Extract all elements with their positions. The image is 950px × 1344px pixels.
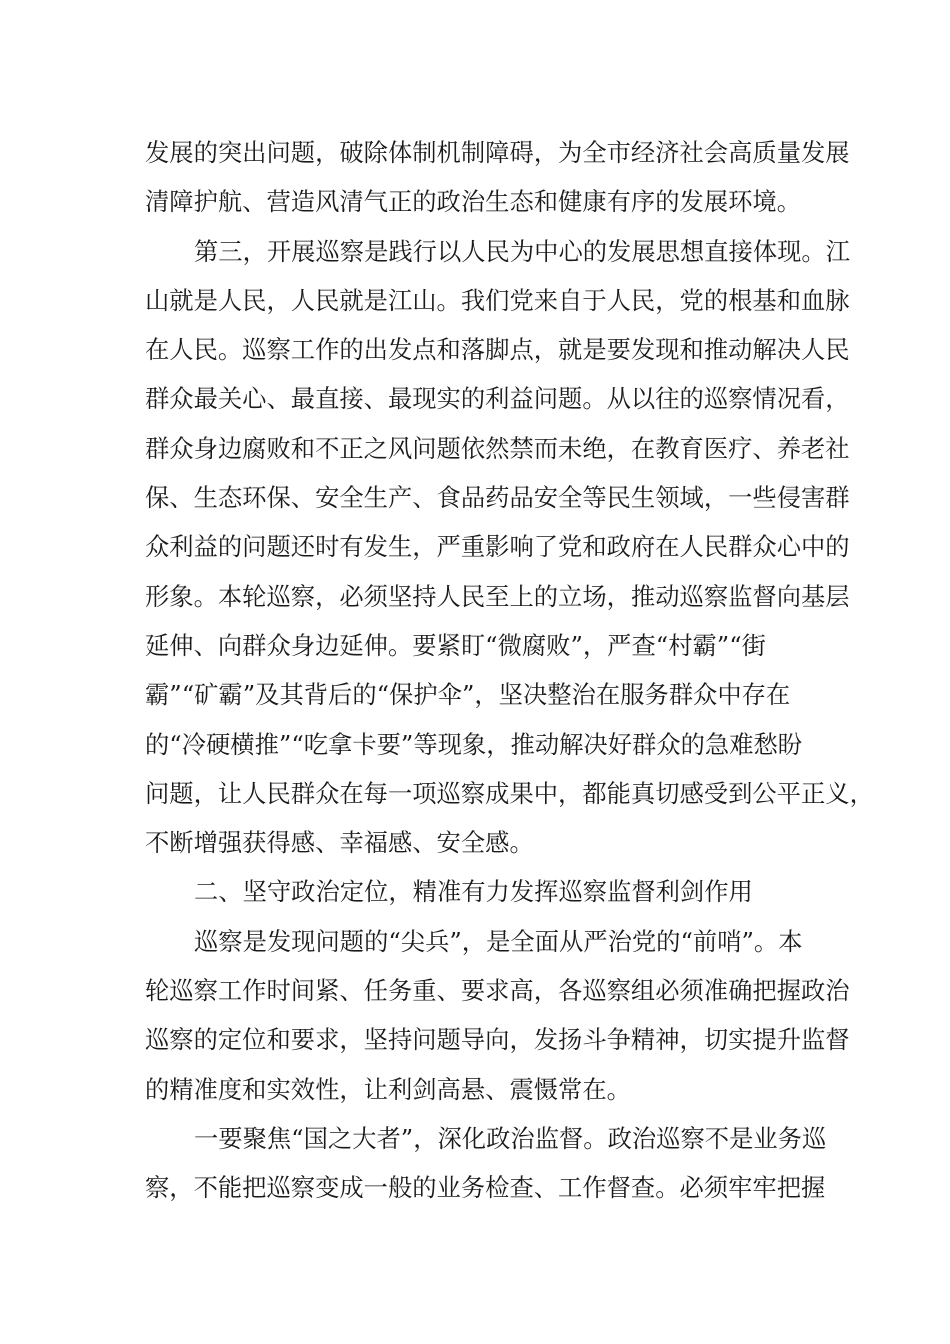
text-line: 问题，让人民群众在每一项巡察成果中，都能真切感受到公平正义，	[145, 778, 874, 808]
text-line: 二、坚守政治定位，精准有力发挥巡察监督利剑作用	[194, 877, 753, 907]
text-line: 群众最关心、最直接、最现实的利益问题。从以往的巡察情况看，	[145, 384, 850, 414]
text-line: 察，不能把巡察变成一般的业务检查、工作督查。必须牢牢把握	[145, 1173, 826, 1203]
text-line: 的精准度和实效性，让利剑高悬、震慑常在。	[145, 1074, 631, 1104]
text-line: 延伸、向群众身边延伸。要紧盯“微腐败”，严查“村霸”“街	[145, 630, 766, 660]
text-line: 巡察的定位和要求，坚持问题导向，发扬斗争精神，切实提升监督	[145, 1025, 850, 1055]
text-line: 一要聚焦“国之大者”，深化政治监督。政治巡察不是业务巡	[194, 1123, 827, 1153]
text-line: 在人民。巡察工作的出发点和落脚点，就是要发现和推动解决人民	[145, 335, 850, 365]
text-line: 霸”“矿霸”及其背后的“保护伞”，坚决整治在服务群众中存在	[145, 680, 791, 710]
document-page	[145, 128, 874, 1213]
text-line: 发展的突出问题，破除体制机制障碍，为全市经济社会高质量发展	[145, 138, 850, 167]
text-line: 不断增强获得感、幸福感、安全感。	[145, 828, 534, 858]
text-line: 第三，开展巡察是践行以人民为中心的发展思想直接体现。江	[194, 236, 851, 266]
text-line: 巡察是发现问题的“尖兵”，是全面从严治党的“前哨”。本	[194, 926, 803, 956]
text-line: 清障护航、营造风清气正的政治生态和健康有序的发展环境。	[145, 187, 802, 217]
text-line: 形象。本轮巡察，必须坚持人民至上的立场，推动巡察监督向基层	[145, 581, 850, 611]
text-line: 保、生态环保、安全生产、食品药品安全等民生领域，一些侵害群	[145, 483, 850, 513]
text-line: 山就是人民，人民就是江山。我们党来自于人民，党的根基和血脉	[145, 285, 850, 315]
text-line: 群众身边腐败和不正之风问题依然禁而未绝，在教育医疗、养老社	[145, 433, 850, 463]
text-line: 众利益的问题还时有发生，严重影响了党和政府在人民群众心中的	[145, 532, 850, 562]
text-line: 的“冷硬横推”“吃拿卡要”等现象，推动解决好群众的急难愁盼	[145, 729, 803, 759]
text-line: 轮巡察工作时间紧、任务重、要求高，各巡察组必须准确把握政治	[145, 976, 850, 1006]
